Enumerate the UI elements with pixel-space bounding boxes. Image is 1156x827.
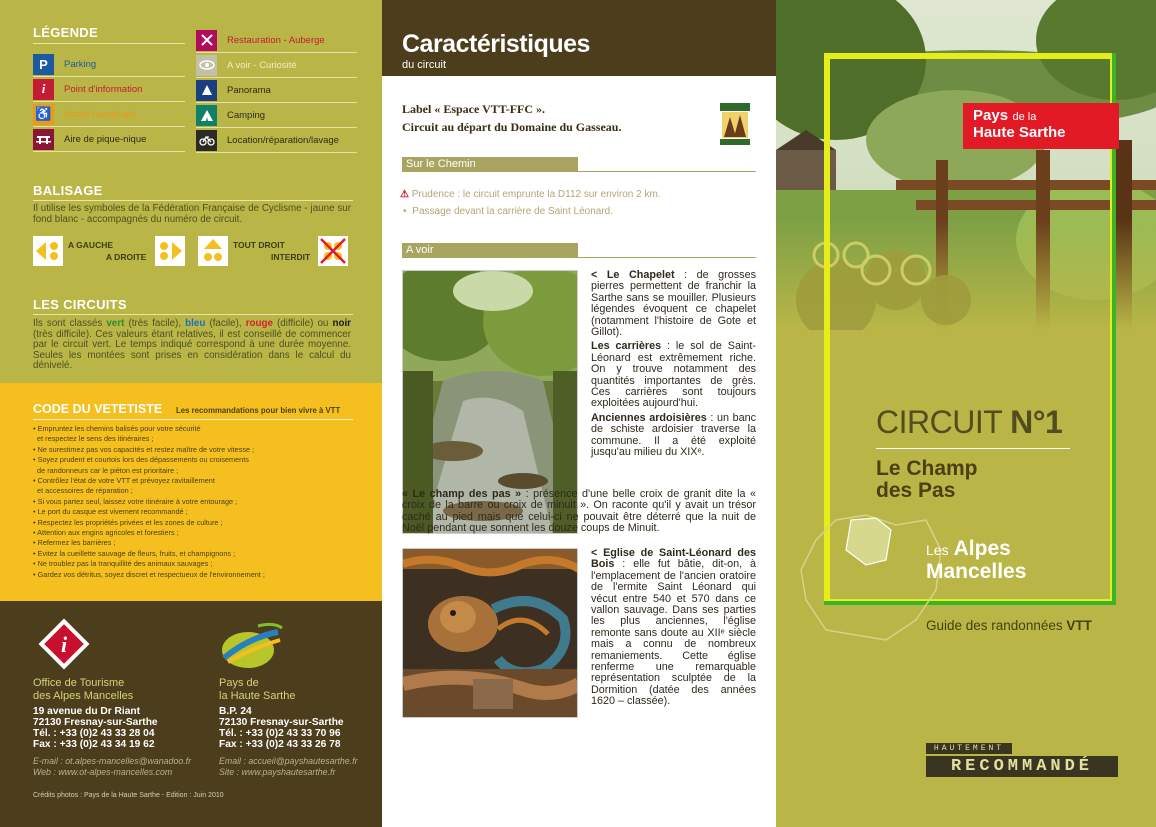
alpes-word: Alpes — [953, 537, 1011, 560]
office-site[interactable]: Web : www.ot-alpes-mancelles.com — [33, 767, 173, 777]
pays-address — [219, 706, 344, 750]
chapelet-text — [591, 270, 756, 459]
parking-icon: P — [33, 54, 54, 75]
circuit-name — [876, 458, 978, 502]
legend-label: Aire de pique-nique — [64, 133, 147, 145]
info-icon: i — [33, 79, 54, 100]
legend-item-handicap — [33, 102, 185, 127]
pays-badge — [963, 103, 1119, 149]
circuits-intro: Ils sont classés — [33, 318, 107, 329]
pays-name1: Pays de — [219, 677, 259, 689]
circuits-title: LES CIRCUITS — [33, 297, 127, 312]
legend-label: Camping — [227, 109, 266, 121]
circuit-num: N°1 — [1010, 404, 1063, 440]
chapelet-desc: : de grosses pierres permettent de franchir la Sarthe sans se mouiller. Plusieurs légendes évoquent ce chapelet (notamment l'histoire de Gote et Gillot). — [591, 269, 756, 339]
map-outline — [796, 510, 946, 650]
warning-line-2 — [400, 206, 613, 217]
noir-label: noir — [332, 318, 351, 329]
interdit-label: INTERDIT — [271, 252, 311, 262]
carrieres-title: Les carrières — [591, 340, 662, 353]
legende-rule — [33, 43, 185, 44]
panorama-icon — [196, 80, 217, 101]
ardoisieres-desc: : un banc de schiste ardoisier traverse la commune. Il a été exploité jusqu'au milieu du XIXᵉ. — [591, 411, 757, 459]
legende-title: LÉGENDE — [33, 25, 98, 40]
code-item: • Attention aux engins agricoles et forestiers ; — [33, 528, 179, 538]
warning-line-1 — [400, 189, 661, 200]
legende-list-left — [33, 52, 185, 152]
svg-text:i: i — [60, 632, 68, 657]
credits: Crédits photos : Pays de la Haute Sarthe - Edition : Juin 2010 — [33, 792, 224, 799]
legend-item-parking — [33, 52, 185, 77]
code-item: et respectez le sens des itinéraires ; — [33, 434, 154, 444]
legend-item-panorama — [196, 78, 357, 103]
rouge-desc: (difficile) ou — [272, 318, 333, 329]
balisage-text: Il utilise les symboles de la Fédération Française de Cyclisme - jaune sur fond blanc - accompagnés du numéro de circuit. — [33, 203, 351, 225]
office-address — [33, 706, 158, 750]
eglise-text — [591, 548, 756, 708]
hr-top: HAUTEMENT — [926, 743, 1012, 754]
code-item: • Le port du casque est vivement recommandé ; — [33, 507, 188, 517]
code-item: • Refermez les barrières ; — [33, 538, 116, 548]
alpes-mancelles — [926, 538, 1026, 583]
bleu-desc: (facile), — [205, 318, 246, 329]
pays-de-la: de la — [1012, 111, 1037, 123]
carrieres-desc: : le sol de Saint-Léonard est extrêmement riche. On y trouve notamment des quantités importantes de grès. Ces carrières sont toujours exploitées aujourd'hui. — [591, 340, 756, 410]
arrow-right-icon — [155, 236, 185, 266]
office-email[interactable]: E-mail : ot.alpes-mancelles@wanadoo.fr — [33, 756, 192, 766]
warning-icon: ⚠ — [400, 189, 409, 200]
a-voir-bar: A voir — [402, 243, 578, 258]
bleu-label: bleu — [185, 318, 206, 329]
right-panel — [776, 0, 1156, 827]
code-item: • Ne surestimez pas vos capacités et restez maître de votre vitesse ; — [33, 444, 255, 454]
legend-label: Restauration - Auberge — [227, 34, 325, 46]
rouge-label: rouge — [245, 318, 273, 329]
code-item: • Soyez prudent et courtois lors des dépassements ou croisements — [33, 455, 249, 465]
bike-icon — [196, 130, 217, 151]
office-web — [33, 756, 191, 778]
restaurant-icon — [196, 30, 217, 51]
champ-text — [402, 489, 756, 535]
chapelet-title: < Le Chapelet — [591, 269, 675, 281]
eye-icon — [196, 55, 217, 76]
eglise-desc: : elle fut bâtie, dit-on, à l'emplacement de l'ancien oratoire de l'ermite Saint Léonard qui vécut entre 540 et 570 dans ce vallon sauvage. Dans ses parties les plus anciennes, l'église remonte sans doute au XIIᵉ siècle mais a connu de nombreux remaniements. Cette église renferme une remarquable représentation sculptée de la Dormition (datée des années 1620 – classée). — [591, 558, 756, 708]
code-item: • Contrôlez l'état de votre VTT et prévoyez ravitaillement — [33, 476, 215, 486]
interdit-icon — [318, 236, 348, 266]
code-item: • Empruntez les chemins balisés pour votre sécurité — [33, 424, 201, 433]
code-rule — [33, 419, 353, 420]
sur-le-chemin-bar: Sur le Chemin — [402, 157, 578, 172]
circuits-rule — [33, 314, 353, 315]
eglise-title: < Eglise de Saint-Léonard des Bois — [591, 547, 756, 571]
guide-line — [926, 618, 1092, 633]
legend-label: Point d'information — [64, 83, 143, 95]
pays-haute-sarthe-logo — [218, 618, 284, 672]
circuit-name-2: des Pas — [876, 479, 956, 502]
arrow-left-icon — [33, 236, 63, 266]
page-title: Caractéristiques — [402, 30, 590, 58]
hr-bottom: RECOMMANDÉ — [926, 756, 1118, 777]
legend-item-restaurant — [196, 28, 357, 53]
legend-item-info — [33, 77, 185, 102]
middle-header — [382, 0, 776, 76]
legend-item-voir — [196, 53, 357, 78]
bullet-icon: • — [403, 206, 407, 217]
circuit-label: CIRCUIT — [876, 404, 1002, 440]
guide-text: Guide des randonnées — [926, 618, 1063, 633]
mancelles-word: Mancelles — [926, 560, 1027, 583]
code-item: de randonneurs car le piéton est prioritaire ; — [33, 465, 179, 475]
office-name2: des Alpes Mancelles — [33, 689, 134, 702]
camping-icon — [196, 105, 217, 126]
legend-item-camping — [196, 103, 357, 128]
circuit-rule — [876, 448, 1070, 449]
picnic-icon — [33, 129, 54, 150]
warning-text-1: Prudence : le circuit emprunte la D112 sur environ 2 km. — [411, 189, 661, 200]
guide-vtt: VTT — [1066, 618, 1092, 633]
legend-label: Parking — [64, 58, 97, 70]
balisage-title: BALISAGE — [33, 183, 103, 198]
left-panel — [0, 0, 382, 827]
pays-addr1: B.P. 24 — [219, 706, 252, 717]
page-subtitle: du circuit — [402, 59, 447, 71]
legend-label: Location/réparation/lavage — [227, 134, 339, 146]
champ-title: « Le champ des pas » — [402, 488, 522, 500]
middle-panel — [382, 0, 776, 827]
office-tourisme-logo — [38, 618, 90, 670]
sur-le-chemin-rule — [578, 171, 756, 172]
legend-item-bike — [196, 128, 357, 153]
code-title: CODE DU VETETISTE — [33, 402, 163, 416]
les-word: Les — [926, 542, 949, 558]
pays-web — [219, 756, 358, 778]
vtt-ffc-badge — [718, 103, 752, 147]
wheelchair-icon: ♿ — [33, 104, 54, 125]
code-subtitle: Les recommandations pour bien vivre à VTT — [176, 406, 341, 415]
circuits-text — [33, 319, 351, 372]
vert-label: vert — [106, 318, 125, 329]
code-item: • Evitez la cueillette sauvage de fleurs, fruits, et champignons ; — [33, 548, 236, 558]
a-droite-label: A DROITE — [106, 252, 147, 262]
tout-droit-label: TOUT DROIT — [233, 240, 285, 250]
office-addr2: 72130 Fresnay-sur-Sarthe — [33, 717, 158, 728]
office-addr1: 19 avenue du Dr Riant — [33, 706, 140, 717]
code-item: • Si vous partez seul, laissez votre itinéraire à votre entourage ; — [33, 496, 238, 506]
legende-list-right — [196, 28, 357, 153]
office-tel: Tél. : +33 (0)2 43 33 28 04 — [33, 728, 155, 739]
warning-text-2: Passage devant la carrière de Saint Léonard. — [412, 206, 613, 217]
circuits-rest: (très difficile). Ces valeurs étant relatives, il est conseillé de commencer par le circuit vert. Le temps indiqué correspond à une durée moyenne. Seules les montées sont prises en considération dans le calcul du dénivelé. — [33, 328, 351, 372]
legend-item-picnic — [33, 127, 185, 152]
code-item: • Respectez les propriétés privées et les zones de culture ; — [33, 517, 223, 527]
office-name1: Office de Tourisme — [33, 677, 125, 689]
balisage-rule — [33, 200, 353, 201]
code-vetetiste — [0, 383, 382, 601]
office-fax: Fax : +33 (0)2 43 34 19 62 — [33, 739, 155, 750]
label-line-2: Circuit au départ du Domaine du Gasseau. — [402, 120, 622, 134]
contact-section — [0, 601, 382, 827]
pays-tel: Tél. : +33 (0)2 43 33 70 96 — [219, 728, 341, 739]
code-item: • Ne troublez pas la tranquillité des animaux sauvages ; — [33, 559, 213, 569]
legend-label: Accès handicapé — [64, 108, 137, 120]
vert-desc: (très facile), — [124, 318, 186, 329]
circuit-name-1: Le Champ — [876, 457, 978, 480]
code-item: et accessoires de réparation ; — [33, 486, 133, 496]
pays-email[interactable]: Email : accueil@payshautesarthe.fr — [219, 756, 358, 766]
pays-haute-sarthe: Haute Sarthe — [973, 124, 1066, 141]
eglise-photo — [402, 548, 578, 718]
pays-site[interactable]: Site : www.payshautesarthe.fr — [219, 767, 336, 777]
a-voir-rule — [578, 257, 756, 258]
code-item: • Gardez vos détritus, soyez discret et respectueux de l'environnement ; — [33, 569, 265, 579]
balisage-icons — [33, 236, 353, 268]
label-line-1: Label « Espace VTT-FFC ». — [402, 102, 546, 116]
arrow-up-icon — [198, 236, 228, 266]
pays-word: Pays — [973, 107, 1009, 124]
circuit-number — [876, 404, 1062, 441]
champ-desc: : présence d'une belle croix de granit dite la « croix de la barre ou croix de minuit ». On raconte qu'il y avait un trésor caché au pied mais que celui-ci ne pouvait être déterré que la nuit de Noël pendant que sonnent les douze coups de Minuit. — [402, 488, 757, 535]
a-gauche-label: A GAUCHE — [68, 240, 114, 250]
legend-label: Panorama — [227, 84, 271, 96]
code-list — [33, 424, 351, 580]
pays-fax: Fax : +33 (0)2 43 33 26 78 — [219, 739, 341, 750]
ardoisieres-title: Anciennes ardoisières — [591, 411, 707, 424]
pays-name — [219, 677, 295, 702]
pays-addr2: 72130 Fresnay-sur-Sarthe — [219, 717, 344, 728]
office-name — [33, 677, 133, 702]
pays-name2: la Haute Sarthe — [219, 689, 296, 702]
legend-label: A voir - Curiosité — [227, 59, 297, 71]
